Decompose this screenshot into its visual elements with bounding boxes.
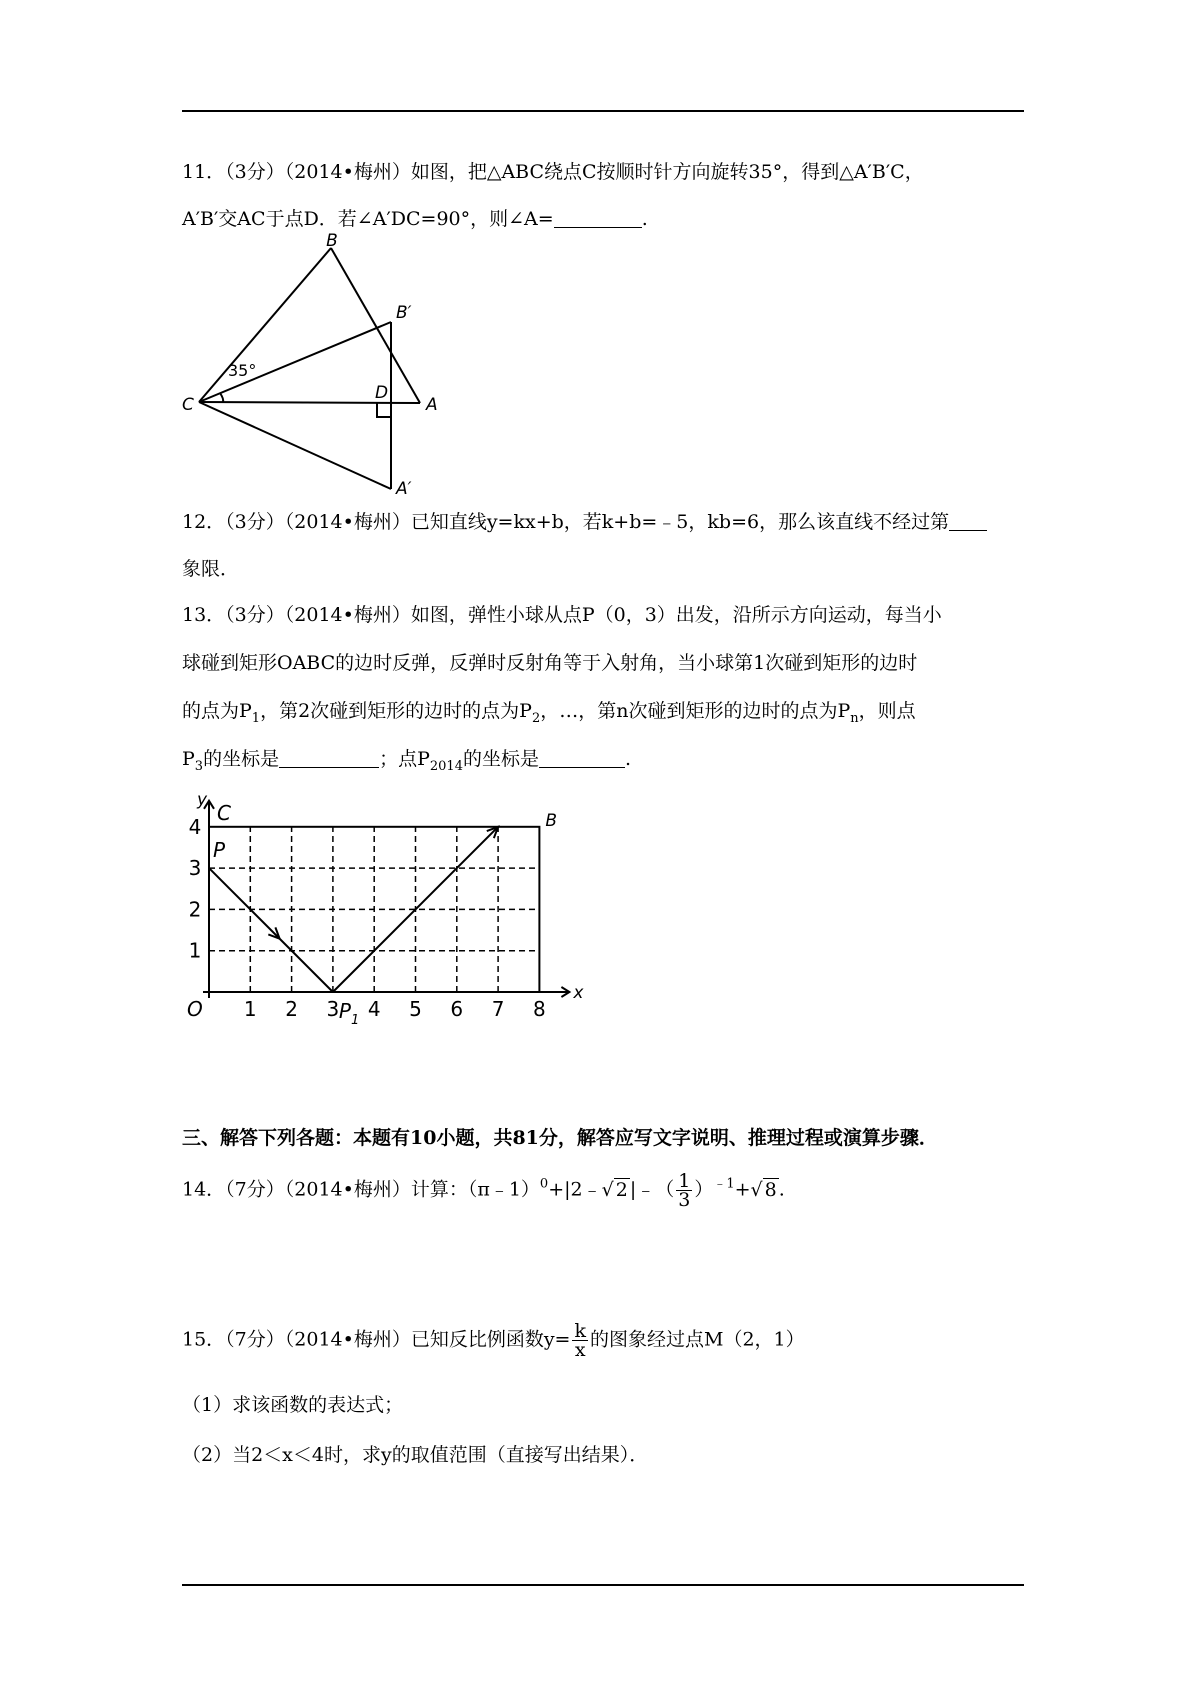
q11-text-1: 11．（3分）（2014•梅州）如图，把△ABC绕点C按顺时针方向旋转35°，得到△A′B′C， <box>182 161 924 183</box>
q14-plus: + <box>734 1178 751 1201</box>
q13-sub-n: n <box>850 711 859 726</box>
label-B-prime: B′ <box>396 303 412 323</box>
x-tick-label: 2 <box>285 997 298 1021</box>
segment-CB <box>199 248 331 402</box>
y-tick-label: 4 <box>188 814 202 839</box>
origin-label: O <box>187 997 203 1021</box>
q15-fraction-denominator: x <box>574 1339 586 1361</box>
q13-text-4b: ；点P <box>379 748 430 770</box>
q15-prefix: 15．（7分）（2014•梅州）已知反比例函数y= <box>182 1328 571 1351</box>
x-axis-label: x <box>573 983 584 1003</box>
q13-answer-blank-1[interactable] <box>279 747 379 768</box>
q13-text-4p: P <box>182 748 195 770</box>
y-axis-label: y <box>197 789 208 810</box>
q14-prefix: 14．（7分）（2014•梅州）计算：（π﹣1） <box>182 1178 540 1201</box>
q14-exponent-0: 0 <box>539 1176 549 1192</box>
q13-sub-2: 2 <box>531 711 541 726</box>
q15-part-1 <box>182 1392 403 1418</box>
q13-text-3a: 的点为P <box>182 700 252 722</box>
label-D: D <box>375 383 389 403</box>
segment-CAprime <box>199 402 391 489</box>
q13-line-3 <box>182 698 916 724</box>
axes <box>203 801 569 998</box>
q15-part-1-text: （1）求该函数的表达式； <box>182 1394 404 1416</box>
q15-suffix: 的图象经过点M（2，1） <box>590 1328 805 1351</box>
q13-coordinate-figure <box>182 790 602 1030</box>
q14-abs-open: +|2﹣ <box>548 1178 602 1201</box>
q12-text-1: 12．（3分）（2014•梅州）已知直线y=kx+b，若k+b=﹣5，kb=6，那么该直线不经过第 <box>182 511 950 533</box>
q14-paren-close: ） <box>694 1178 714 1201</box>
point-P-label: P <box>213 838 226 863</box>
label-C: C <box>182 395 194 415</box>
segment-BA <box>331 248 420 403</box>
x-tick-label: 4 <box>367 997 381 1021</box>
path-segment <box>209 868 333 992</box>
y-tick-label: 2 <box>188 897 202 922</box>
q13-text-4a: 的坐标是 <box>203 748 280 770</box>
q12-text-2: 象限． <box>182 558 240 580</box>
point-P1-letter: P <box>338 999 351 1023</box>
q13-text-2: 球碰到矩形OABC的边时反弹，反弹时反射角等于入射角，当小球第1次碰到矩形的边时 <box>182 652 918 674</box>
q14-fraction <box>676 1172 692 1209</box>
label-A-prime: A′ <box>396 479 412 499</box>
q12-line-2 <box>182 556 239 582</box>
q14-end: . <box>778 1178 785 1201</box>
q13-text-1: 13．（3分）（2014•梅州）如图，弹性小球从点P（0，3）出发，沿所示方向运动，每当小 <box>182 604 942 626</box>
q11-line-2 <box>182 206 648 232</box>
point-B-label: B <box>545 810 558 831</box>
q13-answer-blank-2[interactable] <box>539 747 625 768</box>
x-tick-label: 8 <box>533 997 546 1021</box>
angle-arc <box>220 393 223 402</box>
q13-sub-3: 3 <box>194 759 204 774</box>
q13-text-4d: . <box>625 748 632 770</box>
bottom-rule <box>182 1584 1024 1586</box>
q14-sqrt-8-radicand: 8 <box>764 1178 777 1201</box>
q13-line-2 <box>182 650 917 676</box>
grid-lines <box>209 827 539 992</box>
q13-line-1 <box>182 602 942 628</box>
q13-text-3c: ，…，第n次碰到矩形的边时的点为P <box>540 700 851 722</box>
q14-fraction-numerator: 1 <box>678 1170 691 1192</box>
label-angle-35: 35° <box>228 361 257 380</box>
q14-sqrt-2: √ 2 <box>601 1178 628 1201</box>
q15-part-2-text: （2）当2＜x＜4时，求y的取值范围（直接写出结果）． <box>182 1444 649 1466</box>
q13-sub-2014: 2014 <box>429 759 463 774</box>
label-B: B <box>326 231 338 251</box>
q12-answer-blank[interactable] <box>949 510 987 531</box>
q14-abs-close: |﹣（ <box>629 1178 675 1201</box>
q13-text-3b: ，第2次碰到矩形的边时的点为P <box>260 700 532 722</box>
point-P1-subscript: 1 <box>350 1013 360 1028</box>
x-tick-label: 6 <box>450 997 464 1021</box>
top-rule <box>182 110 1024 112</box>
q13-sub-1: 1 <box>251 711 261 726</box>
x-tick-label: 1 <box>243 997 257 1021</box>
label-A: A <box>426 395 438 415</box>
q13-text-3d: ，则点 <box>858 700 916 722</box>
q11-triangle-figure <box>182 231 442 499</box>
q11-text-2: A′B′交AC于点D．若∠A′DC=90°，则∠A= <box>182 208 554 230</box>
q14-exponent-neg1: ﹣1 <box>713 1176 735 1192</box>
q11-period: . <box>641 208 648 230</box>
q14-line <box>182 1172 785 1209</box>
section-3-heading <box>182 1125 938 1151</box>
point-P1-label <box>339 999 359 1028</box>
q15-line <box>182 1322 805 1359</box>
y-tick-labels <box>189 815 202 963</box>
q14-fraction-denominator: 3 <box>678 1189 691 1211</box>
x-tick-label: 3 <box>326 997 340 1021</box>
q13-line-4 <box>182 746 631 772</box>
q14-sqrt-8: √ 8 <box>750 1178 777 1201</box>
q12-line-1 <box>182 509 987 535</box>
q11-line-1 <box>182 159 924 185</box>
q14-sqrt-2-radicand: 2 <box>615 1178 628 1201</box>
section-3-heading-text: 三、解答下列各题：本题有10小题，共81分，解答应写文字说明、推理过程或演算步骤． <box>182 1127 938 1149</box>
x-tick-label: 7 <box>491 997 505 1021</box>
q15-part-2 <box>182 1442 648 1468</box>
q11-answer-blank[interactable] <box>554 207 642 228</box>
x-tick-label: 5 <box>409 997 422 1021</box>
right-angle-mark <box>377 403 391 417</box>
x-tick-labels <box>244 997 546 1021</box>
q15-fraction <box>572 1322 588 1359</box>
point-C-label: C <box>217 800 231 825</box>
y-tick-label: 3 <box>188 856 202 881</box>
q15-fraction-numerator: k <box>574 1320 586 1342</box>
q13-text-4c: 的坐标是 <box>462 748 539 770</box>
y-tick-label: 1 <box>188 938 202 963</box>
